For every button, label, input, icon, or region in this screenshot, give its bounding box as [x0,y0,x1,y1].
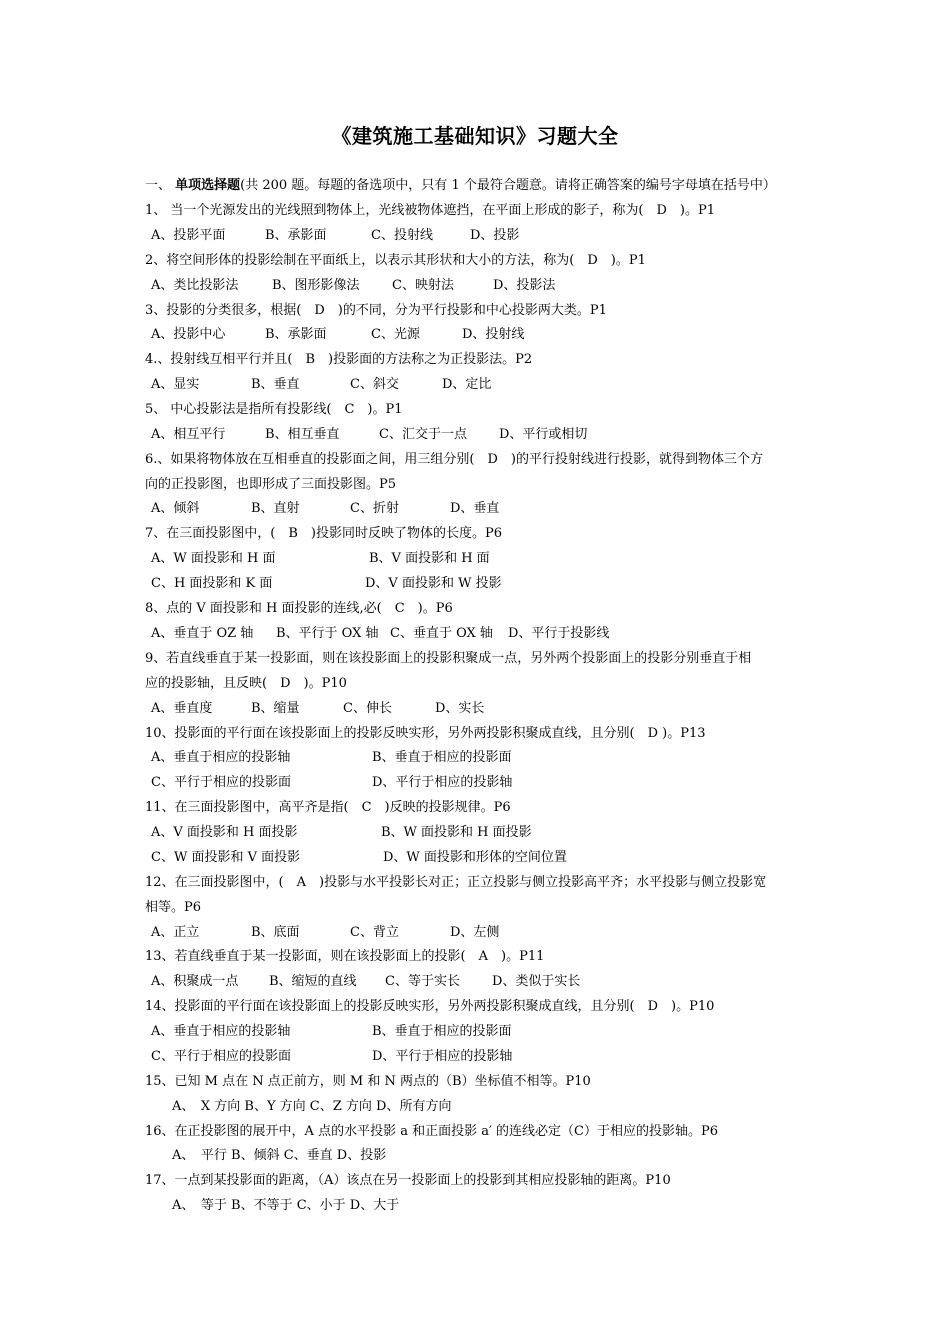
question-8: 8、点的 V 面投影和 H 面投影的连线,必( C )。P6 [145,601,453,616]
option-a: A、垂直于相应的投影轴 [151,1024,291,1039]
option-d: D、左侧 [450,925,500,940]
question-7: 7、在三面投影图中，( B )投影同时反映了物体的长度。P6 [145,526,502,541]
options-11-row2 [151,846,821,870]
option-b: B、垂直 [251,377,300,392]
question-12: 12、在三面投影图中，( A )投影与水平投影长对正；正立投影与侧立投影高平齐；水平投影与侧立投影宽 [145,875,767,890]
options-14-row1 [151,1020,821,1044]
question-6: 6.、如果将物体放在互相垂直的投影面之间，用三组分别( D )的平行投射线进行投影，就得到物体三个方 [145,452,763,467]
question-1: 1、 当一个光源发出的光线照到物体上，光线被物体遮挡，在平面上形成的影子，称为( D )。P1 [145,203,715,218]
option-b: B、直射 [251,501,300,516]
options-1 [151,224,821,248]
option-b: B、垂直于相应的投影面 [372,750,512,765]
options-2 [151,274,821,298]
option-d: D、类似于实长 [492,974,581,989]
option-d: D、平行或相切 [499,427,588,442]
option-a: A、倾斜 [151,501,200,516]
option-b: B、承影面 [265,228,327,243]
option-c: C、光源 [371,327,420,342]
option-d: D、投射线 [462,327,525,342]
option-a: A、垂直度 [151,701,213,716]
options-5 [151,423,821,447]
question-2: 2、将空间形体的投影绘制在平面纸上，以表示其形状和大小的方法，称为( D )。P1 [145,253,646,268]
question-14: 14、投影面的平行面在该投影面上的投影反映实形，另外两投影积聚成直线，且分别( D )。P10 [145,999,715,1014]
option-c: C、伸长 [343,701,392,716]
question-5: 5、 中心投影法是指所有投影线( C )。P1 [145,402,403,417]
option-c: C、W 面投影和 V 面投影 [151,850,301,865]
option-b: B、缩量 [251,701,300,716]
option-c: C、投射线 [371,228,433,243]
question-12-cont: 相等。P6 [145,900,202,915]
question-6-cont: 向的正投影图，也即形成了三面投影图。P5 [145,477,397,492]
option-a: A、V 面投影和 H 面投影 [151,825,298,840]
option-c: C、背立 [350,925,399,940]
option-a: A、积聚成一点 [151,974,239,989]
options-9 [151,697,821,721]
option-d: D、投影法 [493,278,556,293]
options-3 [151,323,821,347]
option-d: D、投影 [470,228,520,243]
question-9-cont: 应的投影轴，且反映( D )。P10 [145,676,347,691]
question-4: 4.、投射线互相平行并且( B )投影面的方法称之为正投影法。P2 [145,352,533,367]
option-c: C、汇交于一点 [379,427,467,442]
option-b: B、缩短的直线 [269,974,357,989]
question-9: 9、若直线垂直于某一投影面，则在该投影面上的投影积聚成一点，另外两个投影面上的投影分别垂直于相 [145,651,752,666]
options-17: A、 等于 B、不等于 C、小于 D、大于 [172,1198,400,1213]
options-12 [151,921,821,945]
option-a: A、显实 [151,377,200,392]
options-7-row1 [151,547,821,571]
option-c: C、H 面投影和 K 面 [151,576,273,591]
option-b: B、承影面 [265,327,327,342]
options-13 [151,970,821,994]
option-d: D、平行于投影线 [508,626,610,641]
options-15: A、 X 方向 B、Y 方向 C、Z 方向 D、所有方向 [172,1099,452,1114]
options-4 [151,373,821,397]
options-6 [151,497,821,521]
question-3: 3、投影的分类很多，根据( D )的不同，分为平行投影和中心投影两大类。P1 [145,303,607,318]
option-a: A、垂直于 OZ 轴 [151,626,254,641]
option-c: C、斜交 [350,377,399,392]
options-11-row1 [151,821,821,845]
question-13: 13、若直线垂直于某一投影面，则在该投影面上的投影( A )。P11 [145,949,545,964]
option-c: C、垂直于 OX 轴 [390,626,493,641]
question-15: 15、已知 M 点在 N 点正前方，则 M 和 N 两点的（B）坐标值不相等。P10 [145,1074,591,1089]
option-b: B、V 面投影和 H 面 [369,551,490,566]
option-d: D、平行于相应的投影轴 [372,1049,513,1064]
option-b: B、垂直于相应的投影面 [372,1024,512,1039]
section-heading [145,174,815,198]
option-d: D、垂直 [450,501,500,516]
option-b: B、图形影像法 [272,278,360,293]
options-14-row2 [151,1045,821,1069]
question-10: 10、投影面的平行面在该投影面上的投影反映实形，另外两投影积聚成直线，且分别( D )。P13 [145,726,706,741]
option-c: C、折射 [350,501,399,516]
option-a: A、W 面投影和 H 面 [151,551,276,566]
option-b: B、平行于 OX 轴 [276,626,379,641]
option-c: C、平行于相应的投影面 [151,775,291,790]
question-16: 16、在正投影图的展开中，A 点的水平投影 a 和正面投影 a′ 的连线必定（C）于相应的投影轴。P6 [145,1124,719,1139]
option-d: D、平行于相应的投影轴 [372,775,513,790]
options-16: A、 平行 B、倾斜 C、垂直 D、投影 [172,1148,387,1163]
question-11: 11、在三面投影图中，高平齐是指( C )反映的投影规律。P6 [145,800,511,815]
options-10-row2 [151,771,821,795]
option-a: A、投影中心 [151,327,226,342]
option-a: A、相互平行 [151,427,226,442]
section-name: 单项选择题 [175,178,241,193]
options-7-row2 [151,572,821,596]
option-b: B、W 面投影和 H 面投影 [381,825,532,840]
options-8 [151,622,821,646]
option-b: B、底面 [251,925,300,940]
option-c: C、平行于相应的投影面 [151,1049,291,1064]
option-c: C、映射法 [392,278,454,293]
option-d: D、V 面投影和 W 投影 [365,576,502,591]
option-a: A、垂直于相应的投影轴 [151,750,291,765]
option-d: D、W 面投影和形体的空间位置 [383,850,567,865]
options-10-row1 [151,746,821,770]
option-a: A、投影平面 [151,228,226,243]
option-d: D、定比 [442,377,492,392]
option-a: A、正立 [151,925,200,940]
option-c: C、等于实长 [385,974,460,989]
option-a: A、类比投影法 [151,278,239,293]
option-b: B、相互垂直 [265,427,340,442]
document-title: 《建筑施工基础知识》习题大全 [331,124,619,148]
section-prefix: 一、 [145,178,176,193]
section-note: (共 200 题。每题的备选项中，只有 1 个最符合题意。请将正确答案的编号字母填在括号中） [240,178,776,193]
option-d: D、实长 [435,701,485,716]
question-17: 17、一点到某投影面的距离，（A）该点在另一投影面上的投影到其相应投影轴的距离。P10 [145,1173,671,1188]
